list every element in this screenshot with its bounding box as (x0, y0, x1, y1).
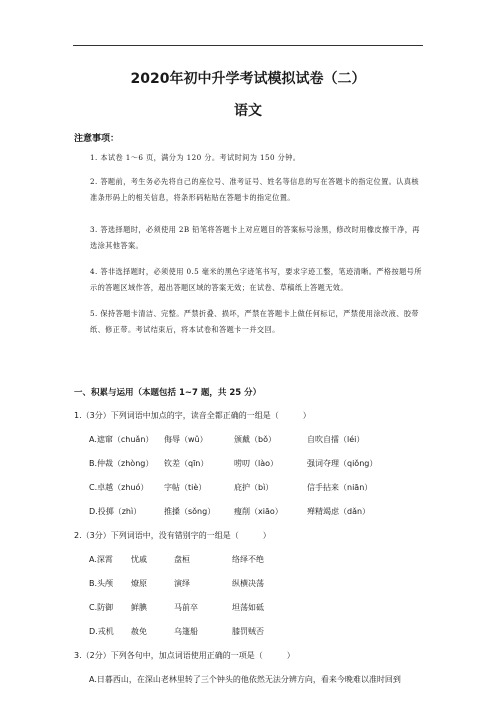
option-cell: 庇护（bì） (234, 483, 274, 492)
option-cell: 演绎 (174, 579, 190, 588)
question-1-option-row (89, 482, 429, 496)
notice-item: 4. 答非选择题时，必须使用 0.5 毫米的黑色字迹笔书写，要求字迹工整，笔迹清晰。严格按题号所示的答题区域作答，超出答题区域的答案无效；在试卷、草稿纸上答题无效。 (90, 267, 422, 292)
option-cell: 钦差（qīn） (164, 459, 209, 468)
question-2-option-row (89, 554, 429, 568)
question-1-stem: 1.（3分）下列词语中加点的字，读音全都正确的一组是（ ） (74, 411, 311, 420)
header-rule (73, 45, 423, 46)
option-cell: C.防御 (89, 603, 114, 612)
exam-subject: 语文 (234, 103, 262, 119)
question-1-option-row (89, 458, 429, 472)
notice-item: 2. 答题前，考生务必先将自己的座位号、准考证号、姓名等信息的写在答题卡的指定位置。认真核准条形码上的相关信息，将条形码粘贴在答题卡的指定位置。 (90, 177, 420, 202)
option-cell: D.戎机 (89, 627, 114, 636)
question-2-option-row (89, 626, 429, 640)
option-cell: 纵横决荡 (232, 579, 264, 588)
question-3-option-a: A.日暮西山，在深山老林里转了三个钟头的他依然无法分辨方向，看来今晚难以准时回到 (89, 675, 401, 684)
question-2-stem: 2.（3分）下列词语中，没有错别字的一组是（ ） (74, 531, 271, 540)
option-cell: 膝罚贼否 (232, 627, 264, 636)
option-cell: 络绎不绝 (232, 555, 264, 564)
option-cell: 殚精竭虑（dǎn） (307, 507, 371, 516)
option-cell: B.头颅 (89, 579, 114, 588)
notice-item: 5. 保持答题卡清洁、完整。严禁折叠、损坏，严禁在答题卡上做任何标记，严禁使用涂改液、胶带纸、修正带。考试结束后，将本试卷和答题卡一并交回。 (90, 309, 420, 334)
notice-heading: 注意事项： (74, 134, 120, 144)
option-cell: 燎原 (131, 579, 147, 588)
option-cell: 乌篷船 (174, 627, 198, 636)
option-cell: 侮辱（wǔ） (164, 435, 208, 444)
option-cell: 信手拈来（niān） (307, 483, 373, 492)
question-1-option-row (89, 434, 429, 448)
notice-item: 3. 答选择题时，必须使用 2B 铅笔将答题卡上对应题目的答案标号涂黑，修改时用橡皮擦干净，再选涂其他答案。 (90, 225, 420, 250)
option-cell: D.投掷（zhì） (89, 507, 142, 516)
option-cell: 字帖（tiè） (164, 483, 207, 492)
option-cell: 盘桓 (174, 555, 190, 564)
question-3-stem: 3.（2分）下列各句中，加点词语使用正确的一项是（ ） (74, 651, 295, 660)
notice-item: 1. 本试卷 1～6 页，满分为 120 分。考试时间为 150 分钟。 (90, 153, 301, 162)
section-heading: 一、积累与运用（本题包括 1~7 题，共 25 分） (74, 388, 262, 398)
option-cell: 唠叨（lào） (234, 459, 279, 468)
question-1-option-row (89, 506, 429, 520)
option-cell: C.卓越（zhuó） (89, 483, 149, 492)
option-cell: 推搡（sǒng） (164, 507, 216, 516)
option-cell: 自吹自擂（léi） (307, 435, 365, 444)
option-cell: A.遮窜（chuǎn） (89, 435, 154, 444)
option-cell: 赦免 (131, 627, 147, 636)
option-cell: B.仲裁（zhòng） (89, 459, 154, 468)
question-2-option-row (89, 602, 429, 616)
exam-title: 2020年初中升学考试模拟试卷（二） (130, 71, 366, 87)
option-cell: A.深霄 (89, 555, 113, 564)
option-cell: 鲜腆 (131, 603, 147, 612)
option-cell: 马前卒 (174, 603, 198, 612)
question-2-option-row (89, 578, 429, 592)
option-cell: 忧戚 (131, 555, 147, 564)
option-cell: 强词夺理（qiǒng） (307, 459, 378, 468)
option-cell: 瘦削（xiāo） (234, 507, 283, 516)
option-cell: 颁戴（bǒ） (234, 435, 276, 444)
option-cell: 坦荡如砥 (232, 603, 264, 612)
